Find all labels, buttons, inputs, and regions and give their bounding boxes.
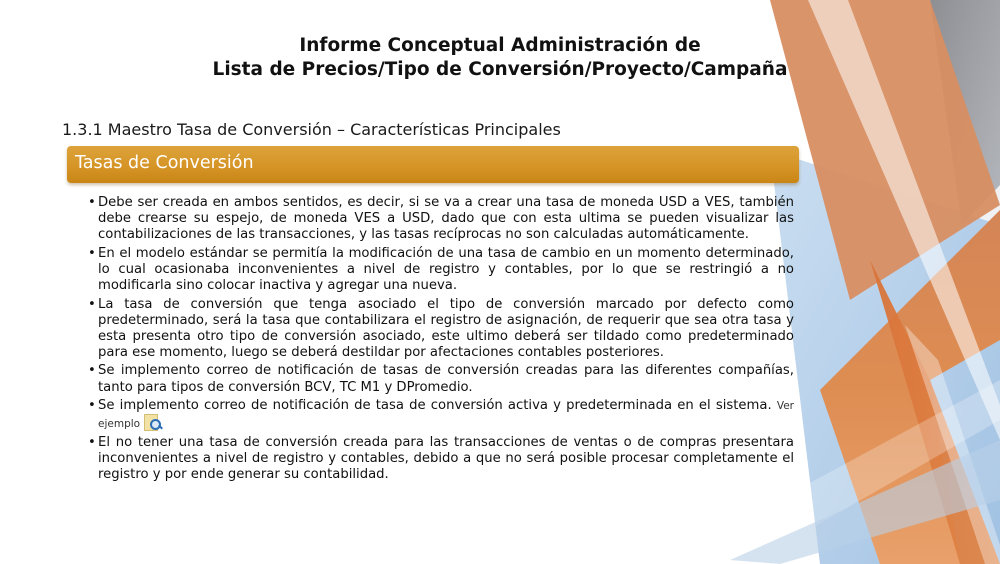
bullet-item	[88, 435, 794, 483]
banner-label: Tasas de Conversión	[75, 153, 254, 173]
report-title-line1: Informe Conceptual Administración de	[299, 35, 701, 56]
bullet-item	[88, 363, 794, 395]
bullet-text: Se implemento correo de notificación de tasas de conversión creadas para las diferentes compañías, tanto para tipos de conversión BCV, TC M1 y DPromedio.	[98, 363, 794, 395]
section-heading: 1.3.1 Maestro Tasa de Conversión – Características Principales	[62, 120, 561, 139]
magnifier-icon[interactable]	[144, 414, 162, 430]
bullet-item	[88, 297, 794, 361]
ver-ejemplo-link[interactable]: Ver ejemplo	[98, 400, 794, 431]
bullet-item	[88, 195, 794, 243]
bullet-text: Se implemento correo de notificación de tasa de conversión activa y predeterminada en el sistema.	[98, 398, 772, 414]
bullet-text: El no tener una tasa de conversión creada para las transacciones de ventas o de compras presentara inconvenientes a nivel de registro y contables, debido a que no será posible procesar completamente el registro y por ende generar su contabilidad.	[98, 434, 794, 482]
bullet-item	[88, 398, 794, 432]
bullet-text: Debe ser creada en ambos sentidos, es decir, si se va a crear una tasa de moneda USD a VES, también debe crearse su espejo, de moneda VES a USD, dado que con esta ultima se pueden visualizar las contabilizaciones de las transacciones, y las tasas recíprocas no son calculadas automáticamente.	[98, 195, 794, 243]
bullet-text: La tasa de conversión que tenga asociado el tipo de conversión marcado por defecto como predeterminado, será la tasa que contabilizara el registro de asignación, de requerir que sea otra tasa y esta presenta otro tipo de conversión asociado, este ultimo deberá ser tildado como predeterminado para ese momento, luego se deberá destildar por afectaciones contables posteriores.	[98, 296, 794, 360]
bullet-text: En el modelo estándar se permitía la modificación de una tasa de cambio en un momento determinado, lo cual ocasionaba inconvenientes a nivel de registro y contables, por lo que se restringió a no modificarla sino colocar inactiva y agregar una nueva.	[98, 245, 794, 293]
report-title-line2: Lista de Precios/Tipo de Conversión/Proyecto/Campaña	[212, 59, 788, 80]
bullet-list	[88, 195, 794, 486]
conversion-rates-banner	[67, 146, 799, 183]
bullet-item	[88, 246, 794, 294]
